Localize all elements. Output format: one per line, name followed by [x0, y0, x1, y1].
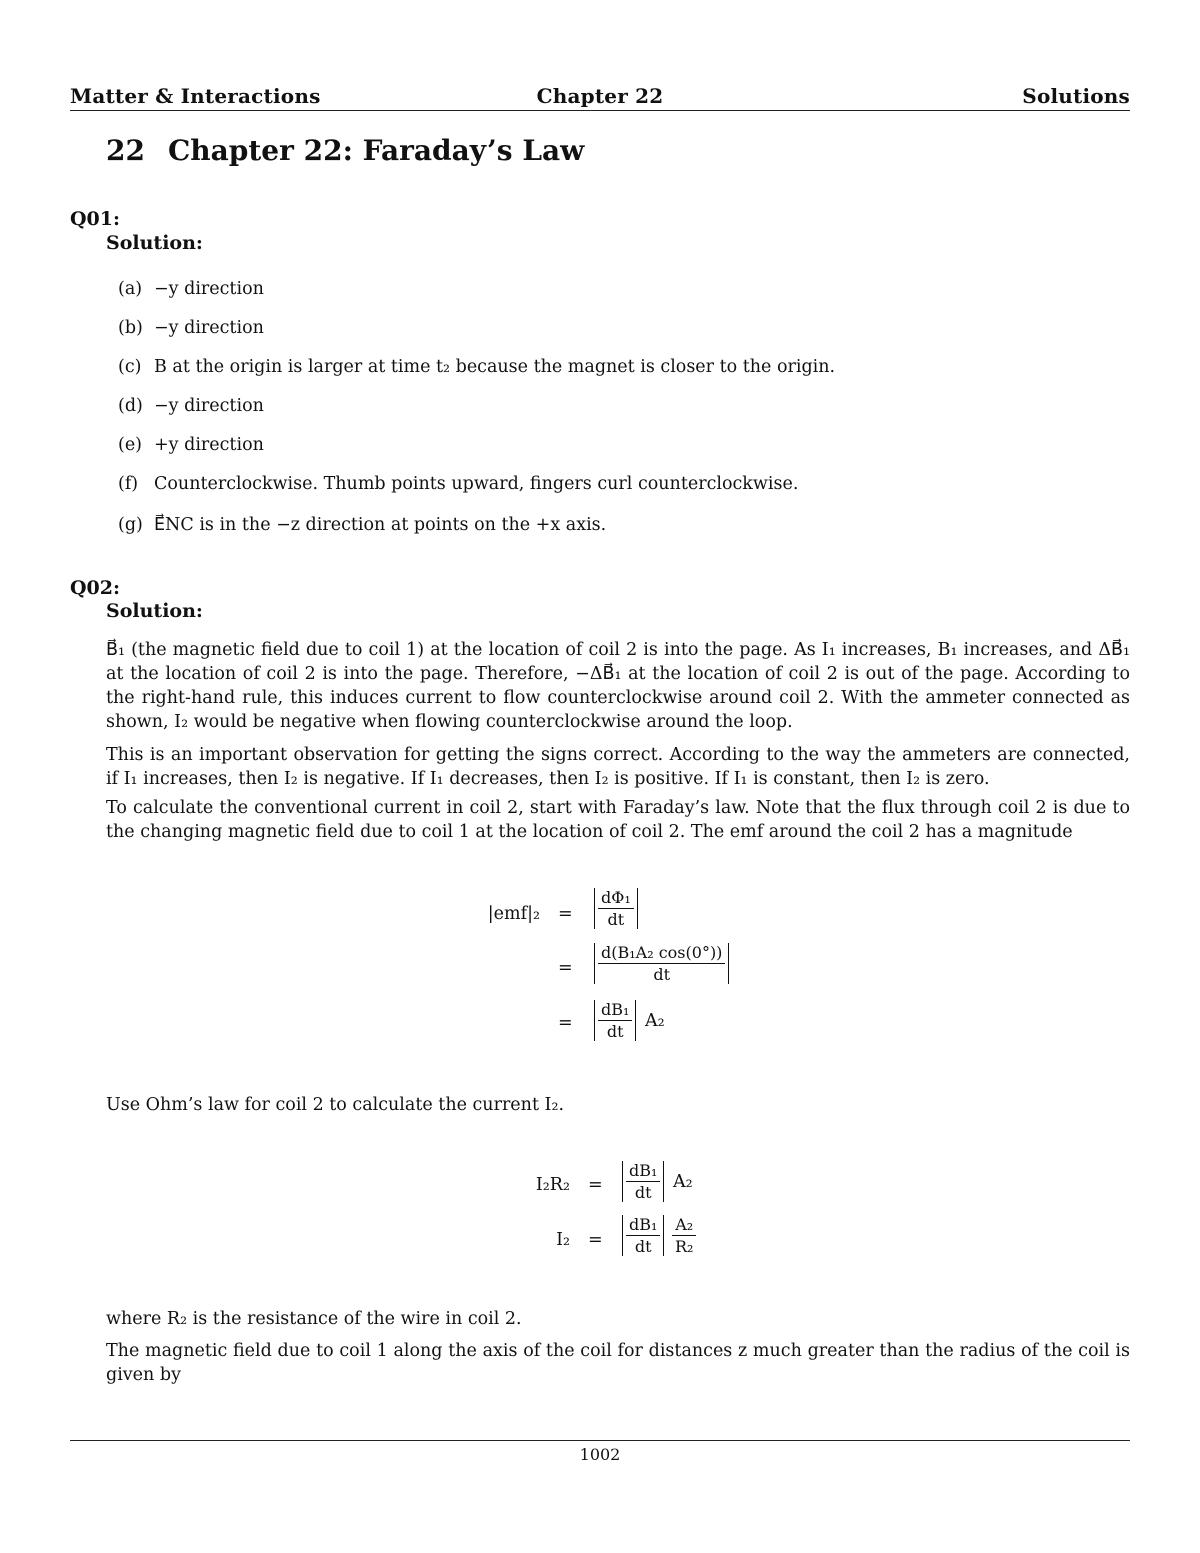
q01-solution-label: Solution: [106, 232, 203, 254]
eq2-rhs-2 [622, 1215, 696, 1256]
fraction [598, 943, 725, 984]
footer-rule [70, 1440, 1130, 1441]
item-text: Counterclockwise. Thumb points upward, fingers curl counterclockwise. [154, 474, 799, 494]
numerator: dB₁ [626, 1161, 660, 1182]
eq1-rhs-2 [594, 943, 729, 984]
item-label: (b) [118, 318, 143, 338]
denominator: R₂ [675, 1237, 694, 1256]
eq2-equals-1: = [588, 1175, 603, 1195]
header-left: Matter & Interactions [70, 84, 321, 108]
chapter-heading [106, 134, 584, 167]
item-label: (f) [118, 474, 139, 494]
abs-bars [594, 888, 638, 929]
header-rule [70, 110, 1130, 111]
numerator: dB₁ [626, 1215, 660, 1236]
eq1-rhs-1 [594, 888, 638, 929]
eq2-equals-2: = [588, 1230, 603, 1250]
q02-paragraph-6: The magnetic field due to coil 1 along the axis of the coil for distances z much greater than the radius of the coil is given by [106, 1341, 1130, 1385]
q01-item-e [118, 435, 264, 455]
item-label: (a) [118, 279, 143, 299]
page-number: 1002 [579, 1445, 621, 1464]
item-text: −y direction [154, 396, 264, 416]
denominator: dt [653, 965, 671, 984]
denominator: dt [607, 910, 625, 929]
numerator: dB₁ [598, 1000, 632, 1021]
q01-label: Q01: [70, 208, 121, 230]
fraction [672, 1215, 696, 1256]
numerator: d(B₁A₂ cos(0°)) [598, 943, 725, 964]
item-text: +y direction [154, 435, 264, 455]
q01-item-f [118, 474, 798, 494]
eq2-rhs-1 [622, 1161, 693, 1202]
chapter-number: 22 [106, 134, 145, 167]
item-label: (d) [118, 396, 143, 416]
denominator: dt [606, 1022, 624, 1041]
q01-item-d [118, 396, 264, 416]
eq1-lhs: |emf|₂ [487, 904, 540, 924]
q02-paragraph-4: Use Ohm’s law for coil 2 to calculate the current I₂. [106, 1095, 565, 1115]
item-text: E⃗NC is in the −z direction at points on the +x axis. [154, 515, 607, 535]
q02-paragraph-5: where R₂ is the resistance of the wire in coil 2. [106, 1309, 522, 1329]
abs-bars [622, 1215, 664, 1256]
q01-item-g [118, 515, 606, 535]
numerator: dΦ₁ [598, 888, 634, 909]
q02-label: Q02: [70, 577, 121, 599]
header-right: Solutions [1022, 84, 1130, 108]
q02-solution-label: Solution: [106, 600, 203, 622]
eq2-tail-1: A₂ [673, 1171, 693, 1192]
item-label: (g) [118, 515, 143, 535]
eq1-tail: A₂ [645, 1010, 665, 1031]
fraction [598, 1000, 632, 1041]
item-text: −y direction [154, 318, 264, 338]
q01-item-b [118, 318, 264, 338]
item-text: B at the origin is larger at time t₂ because the magnet is closer to the origin. [154, 357, 836, 377]
chapter-title: Chapter 22: Faraday’s Law [168, 134, 585, 167]
q02-paragraph-3: To calculate the conventional current in coil 2, start with Faraday’s law. Note that the flux through coil 2 is due to the changing magnetic field due to coil 1 at the location of coil 2. The emf around the coil 2 has a magnitude [106, 798, 1130, 842]
eq1-equals-2: = [558, 958, 573, 978]
eq1-equals-3: = [558, 1013, 573, 1033]
denominator: dt [634, 1183, 652, 1202]
item-label: (e) [118, 435, 143, 455]
abs-bars [594, 943, 729, 984]
q02-paragraph-2: This is an important observation for getting the signs correct. According to the way the ammeters are connected, if I₁ increases, then I₂ is negative. If I₁ decreases, then I₂ is positive. If I₁ is constant, then I₂ is zero. [106, 745, 1130, 789]
abs-bars [594, 1000, 636, 1041]
denominator: dt [634, 1237, 652, 1256]
eq2-lhs-2: I₂ [556, 1230, 570, 1250]
item-text: −y direction [154, 279, 264, 299]
fraction [598, 888, 634, 929]
q01-item-c [118, 357, 835, 377]
q02-paragraph-1: B⃗₁ (the magnetic field due to coil 1) at the location of coil 2 is into the page. As I₁ increases, B₁ increases, and ΔB⃗₁ at the location of coil 2 is into the page. Therefore, −ΔB⃗₁ at the location of coil 2 is out of the page. According to the right-hand rule, this induces current to flow counterclockwise around coil 2. With the ammeter connected as shown, I₂ would be negative when flowing counterclockwise around the loop. [106, 640, 1130, 732]
header-center: Chapter 22 [536, 84, 664, 108]
fraction [626, 1161, 660, 1202]
item-label: (c) [118, 357, 142, 377]
abs-bars [622, 1161, 664, 1202]
fraction [626, 1215, 660, 1256]
q01-item-a [118, 279, 264, 299]
eq1-equals-1: = [558, 904, 573, 924]
numerator: A₂ [672, 1215, 696, 1236]
eq1-rhs-3 [594, 1000, 665, 1041]
eq2-lhs-1: I₂R₂ [535, 1175, 570, 1195]
